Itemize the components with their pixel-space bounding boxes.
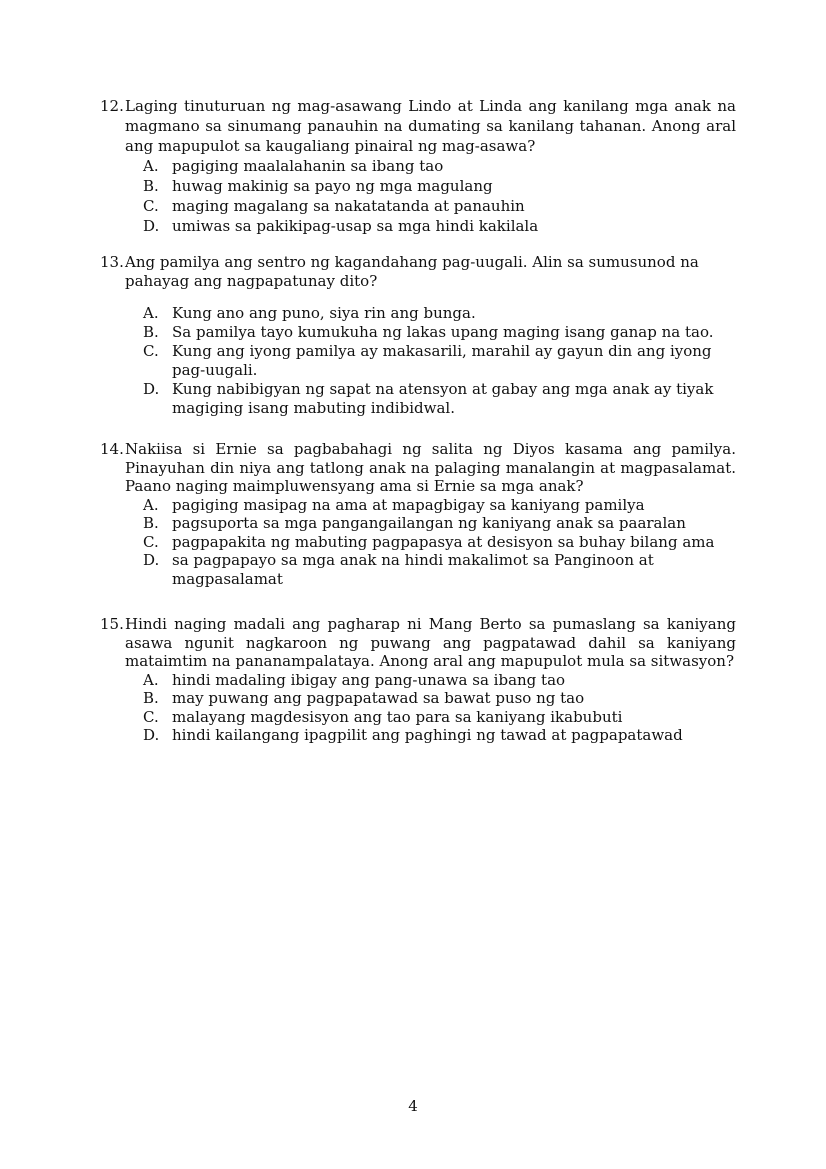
option-text: hindi kailangang ipagpilit ang paghingi ng tawad at pagpapatawad — [172, 726, 683, 744]
option-row — [143, 176, 736, 196]
question-item-15 — [100, 615, 736, 745]
options-list — [100, 156, 736, 236]
option-row — [143, 533, 736, 552]
option-label: C. — [143, 707, 159, 726]
question-head — [100, 96, 736, 156]
question-text: Nakiisa si Ernie sa pagbabahagi ng salita ng Diyos kasama ang pamilya. Pinayuhan din niya ang tatlong anak na palaging manalangin at magpasalamat. Paano naging maimpluwensyang ama si Ernie sa mga anak? — [125, 440, 736, 495]
question-number: 15. — [100, 615, 124, 633]
option-text: malayang magdesisyon ang tao para sa kaniyang ikabubuti — [172, 707, 623, 726]
option-row — [143, 216, 736, 236]
option-text: huwag makinig sa payo ng mga magulang — [172, 177, 493, 195]
option-label: A. — [143, 157, 159, 175]
option-text: pagiging maalalahanin sa ibang tao — [172, 157, 444, 175]
option-row — [143, 514, 736, 533]
option-text: may puwang ang pagpapatawad sa bawat puso ng tao — [172, 689, 585, 707]
option-text: umiwas sa pakikipag-usap sa mga hindi kakilala — [172, 217, 539, 235]
option-text: Kung ang iyong pamilya ay makasarili, marahil ay gayun din ang iyong pag-uugali. — [172, 342, 712, 379]
option-row — [143, 689, 736, 708]
question-head — [100, 253, 736, 291]
question-number: 12. — [100, 97, 124, 115]
question-number: 13. — [100, 253, 124, 271]
option-text: sa pagpapayo sa mga anak na hindi makalimot sa Panginoon at magpasalamat — [172, 551, 654, 588]
options-list — [100, 496, 736, 589]
option-label: A. — [143, 495, 159, 514]
option-label: B. — [143, 689, 159, 707]
option-row — [143, 726, 736, 745]
option-label: B. — [143, 177, 159, 195]
option-label: B. — [143, 514, 159, 532]
question-number: 14. — [100, 440, 124, 458]
option-row — [143, 671, 736, 690]
option-text: pagiging masipag na ama at mapagbigay sa kaniyang pamilya — [172, 495, 645, 514]
option-row — [143, 708, 736, 727]
question-text: Laging tinuturuan ng mag-asawang Lindo at Linda ang kanilang mga anak na magmano sa sinumang panauhin na dumating sa kanilang tahanan. Anong aral ang mapupulot sa kaugaliang pinairal ng mag-asawa? — [125, 97, 736, 155]
option-text: Sa pamilya tayo kumukuha ng lakas upang maging isang ganap na tao. — [172, 323, 714, 341]
page-number: 4 — [408, 1097, 418, 1115]
question-item-13 — [100, 253, 736, 418]
option-label: A. — [143, 670, 159, 689]
option-row — [143, 156, 736, 176]
option-row — [143, 496, 736, 515]
question-text: Hindi naging madali ang pagharap ni Mang Berto sa pumaslang sa kaniyang asawa ngunit nagkaroon ng puwang ang pagpatawad dahil sa kaniyang mataimtim na pananampalataya. Anong aral ang mapupulot mula sa sitwasyon? — [125, 615, 736, 670]
option-label: D. — [143, 380, 160, 398]
option-text: Kung ano ang puno, siya rin ang bunga. — [172, 304, 476, 322]
option-text: Kung nabibigyan ng sapat na atensyon at gabay ang mga anak ay tiyak magiging isang mabuting indibidwal. — [172, 380, 714, 417]
option-label: D. — [143, 551, 160, 569]
option-label: C. — [143, 342, 159, 360]
option-label: D. — [143, 726, 160, 744]
option-label: B. — [143, 323, 159, 341]
option-label: C. — [143, 532, 159, 551]
option-text: maging magalang sa nakatatanda at panauhin — [172, 197, 525, 215]
option-text: pagpapakita ng mabuting pagpapasya at desisyon sa buhay bilang ama — [172, 532, 715, 551]
question-item-12 — [100, 96, 736, 236]
question-text: Ang pamilya ang sentro ng kagandahang pag-uugali. Alin sa sumusunod na pahayag ang nagpapatunay dito? — [125, 253, 699, 290]
option-label: A. — [143, 304, 159, 322]
options-list — [100, 671, 736, 745]
option-row — [143, 380, 736, 418]
option-row — [143, 323, 736, 342]
option-label: D. — [143, 217, 160, 235]
option-row — [143, 342, 736, 380]
options-list — [100, 304, 736, 418]
option-text: hindi madaling ibigay ang pang-unawa sa ibang tao — [172, 670, 566, 689]
question-head — [100, 615, 736, 671]
option-label: C. — [143, 197, 159, 215]
option-row — [143, 196, 736, 216]
option-row — [143, 304, 736, 323]
question-item-14 — [100, 440, 736, 588]
option-row — [143, 551, 736, 588]
option-text: pagsuporta sa mga pangangailangan ng kaniyang anak sa paaralan — [172, 514, 686, 532]
question-head — [100, 440, 736, 496]
